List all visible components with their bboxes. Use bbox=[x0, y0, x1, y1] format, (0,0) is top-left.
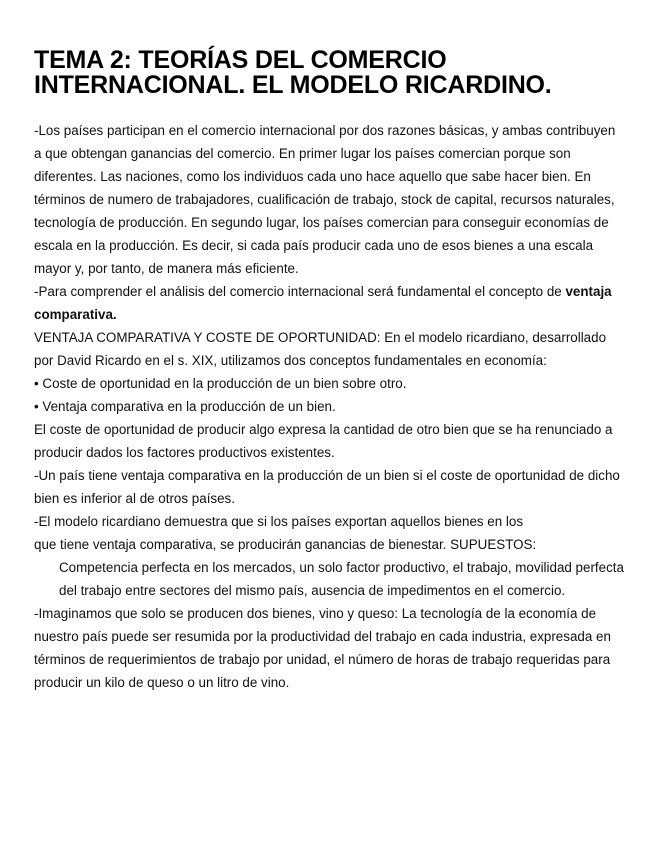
paragraph-ricardian-model: VENTAJA COMPARATIVA Y COSTE DE OPORTUNIDAD: En el modelo ricardiano, desarrollado por David Ricardo en el s. XIX, utilizamos dos conceptos fundamentales en economía: bbox=[34, 330, 607, 368]
paragraph-ricardian-gains-2: que tiene ventaja comparativa, se producirán ganancias de bienestar. SUPUESTOS: bbox=[34, 537, 537, 552]
comparative-advantage-term: ventaja comparativa. bbox=[34, 284, 612, 322]
paragraph-assumptions: Competencia perfecta en los mercados, un solo factor productivo, el trabajo, movilidad perfecta del trabajo entre sectores del mismo país, ausencia de impedimentos en el comercio. bbox=[59, 560, 624, 598]
title-line-1: TEMA 2: TEORÍAS DEL COMERCIO bbox=[34, 46, 447, 74]
paragraph-comparative-definition: -Un país tiene ventaja comparativa en la producción de un bien si el coste de oportunidad de dicho bien es inferior al de otros países. bbox=[34, 468, 620, 506]
title-line-2: INTERNACIONAL. EL MODELO RICARDINO. bbox=[34, 71, 552, 99]
paragraph-opportunity-cost-definition: El coste de oportunidad de producir algo expresa la cantidad de otro bien que se ha renunciado a producir dados los factores productivos existentes. bbox=[34, 422, 613, 460]
paragraph-comparative-concept bbox=[34, 280, 626, 326]
document-title bbox=[34, 48, 626, 98]
paragraph-reasons-trade: -Los países participan en el comercio internacional por dos razones básicas, y ambas contribuyen a que obtengan ganancias del comercio. En primer lugar los países comercian porque son diferentes. Las naciones, como los individuos cada uno hace aquello que sabe hacer bien. En términos de numero de trabajadores, cualificación de trabajo, stock de capital, recursos naturales, tecnología de producción. En segundo lugar, los países comercian para conseguir economías de escala en la producción. Es decir, si cada país producir cada uno de esos bienes a una escala mayor y, por tanto, de manera más eficiente. bbox=[34, 123, 616, 276]
paragraph-ricardian-gains-1: -El modelo ricardiano demuestra que si los países exportan aquellos bienes en los bbox=[34, 514, 524, 529]
paragraph-wine-cheese: -Imaginamos que solo se producen dos bienes, vino y queso: La tecnología de la economía de nuestro país puede ser resumida por la productividad del trabajo en cada industria, expresada en términos de requerimientos de trabajo por unidad, el número de horas de trabajo requeridas para producir un kilo de queso o un litro de vino. bbox=[34, 606, 611, 690]
paragraph-comparative-text: -Para comprender el análisis del comercio internacional será fundamental el concepto de bbox=[34, 284, 562, 299]
document-body bbox=[34, 119, 626, 694]
bullet-opportunity-cost: • Coste de oportunidad en la producción de un bien sobre otro. bbox=[34, 376, 407, 391]
bullet-comparative-advantage: • Ventaja comparativa en la producción de un bien. bbox=[34, 399, 336, 414]
